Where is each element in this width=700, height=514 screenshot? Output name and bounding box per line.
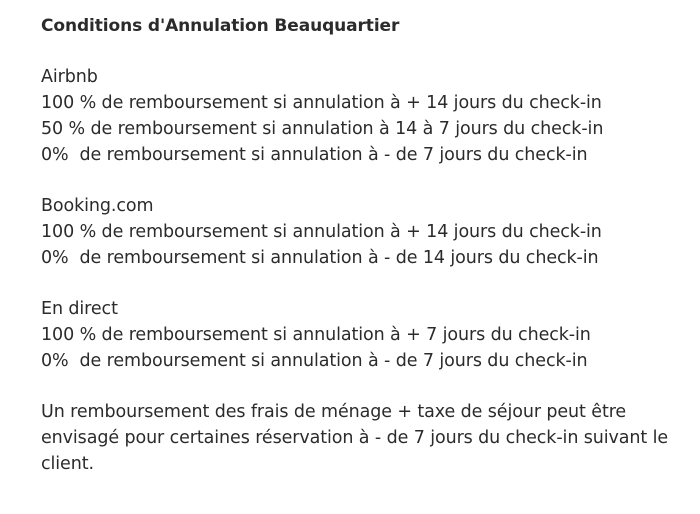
section-booking (41, 193, 681, 271)
policy-line: 50 % de remboursement si annulation à 14 à 7 jours du check-in (41, 119, 604, 139)
section-heading: Booking.com (41, 196, 154, 216)
note-line: envisagé pour certaines réservation à - de 7 jours du check-in suivant le (41, 428, 669, 448)
page-title: Conditions d'Annulation Beauquartier (41, 16, 400, 36)
policy-line: 100 % de remboursement si annulation à + 14 jours du check-in (41, 93, 602, 113)
section-airbnb (41, 64, 681, 168)
section-heading: En direct (41, 299, 118, 319)
policy-line: 100 % de remboursement si annulation à + 7 jours du check-in (41, 325, 591, 345)
note-line: Un remboursement des frais de ménage + taxe de séjour peut être (41, 402, 627, 422)
policy-line: 0% de remboursement si annulation à - de 14 jours du check-in (41, 248, 599, 268)
section-en-direct (41, 296, 681, 374)
note-line: client. (41, 454, 94, 474)
document (41, 13, 681, 477)
policy-line: 0% de remboursement si annulation à - de 7 jours du check-in (41, 145, 588, 165)
section-heading: Airbnb (41, 67, 98, 87)
refund-note (41, 399, 681, 477)
policy-line: 100 % de remboursement si annulation à + 14 jours du check-in (41, 222, 602, 242)
policy-line: 0% de remboursement si annulation à - de 7 jours du check-in (41, 351, 588, 371)
